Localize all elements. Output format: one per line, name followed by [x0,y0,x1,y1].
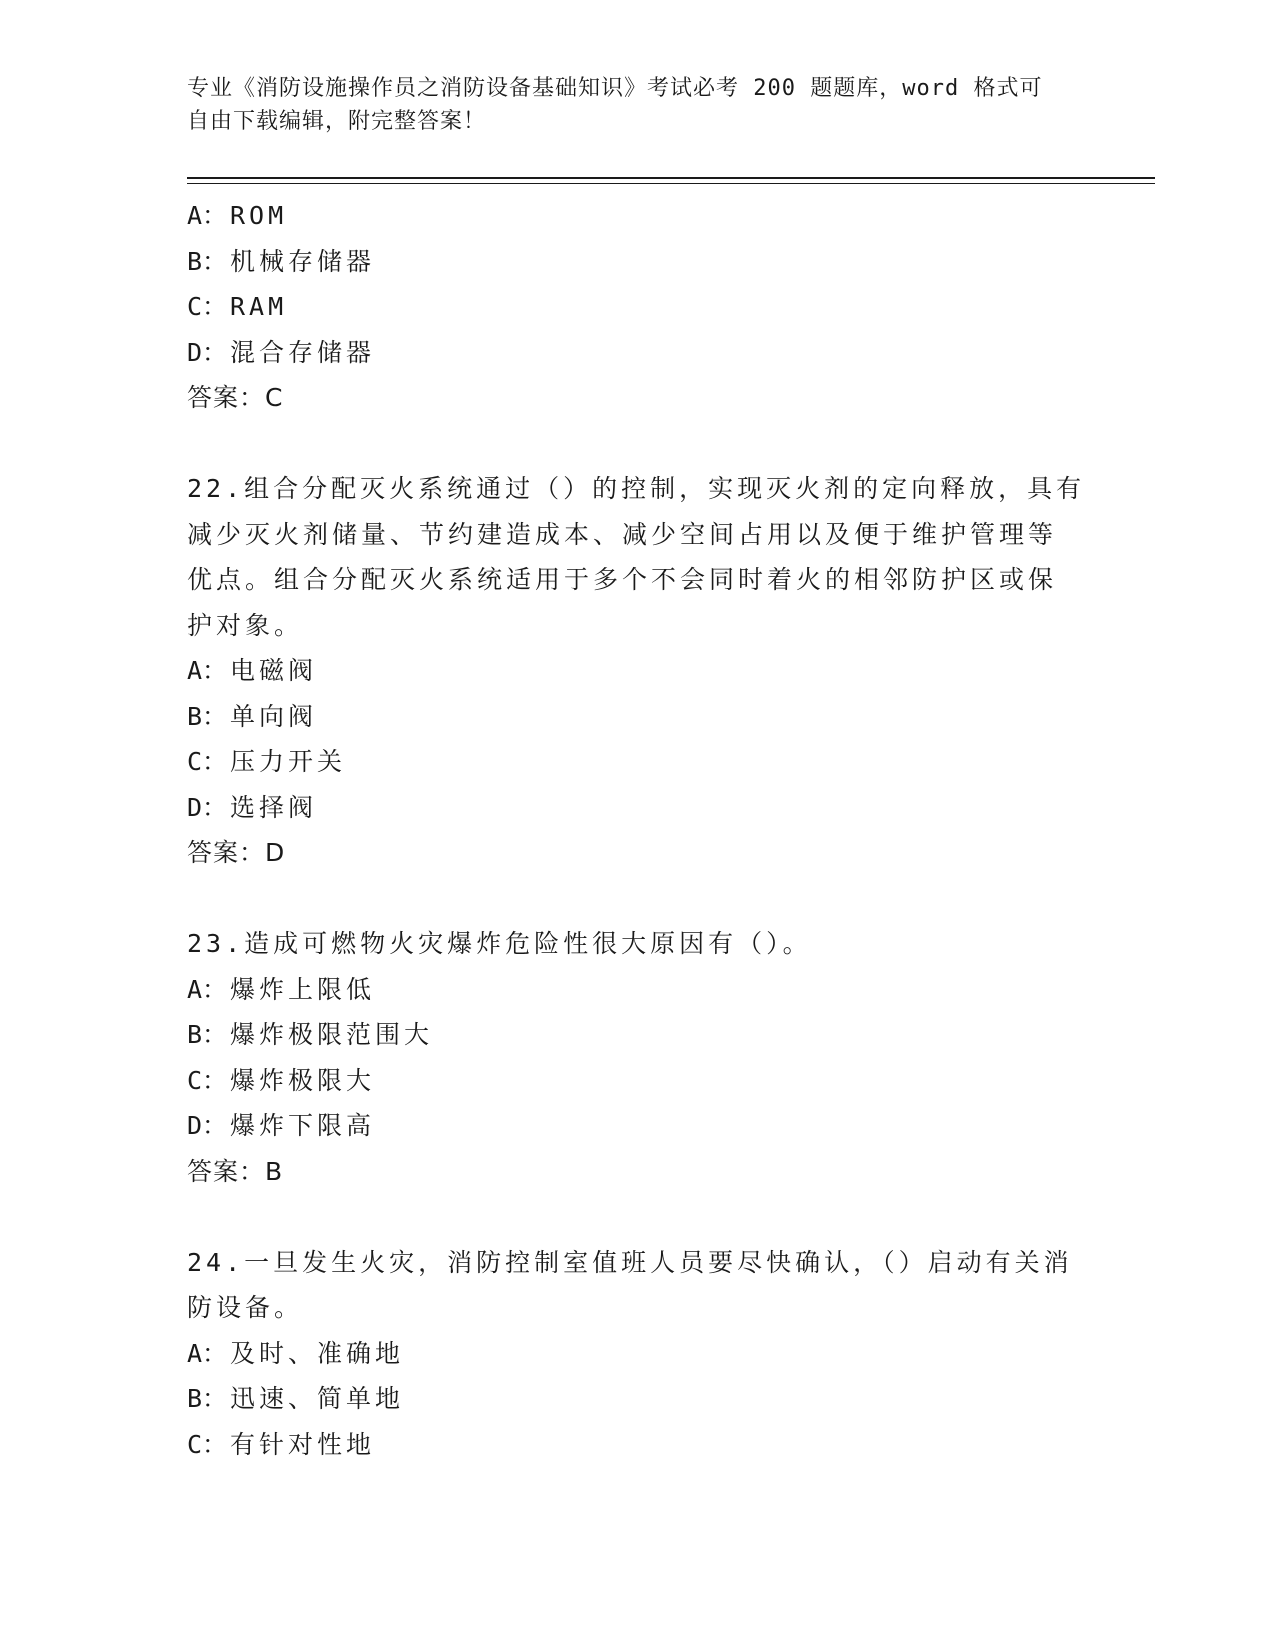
option-text: 及时、准确地 [230,1338,405,1368]
question-stem-line: 防设备。 [187,1293,304,1322]
document-header [187,72,1067,138]
option-a [187,967,1087,1013]
header-rule-thin [187,183,1155,184]
question-stem-line: 24.一旦发生火灾，消防控制室值班人员要尽快确认，（）启动有关消 [187,1247,1073,1277]
option-c [187,739,1087,785]
option-c [187,1058,1087,1104]
option-letter: D： [187,792,228,822]
option-letter: B： [187,701,228,731]
question-21 [187,193,1087,421]
spacer [187,876,1087,922]
option-d [187,330,1087,376]
option-letter: A： [187,656,228,685]
option-b [187,1376,1087,1422]
question-24 [187,1240,1087,1468]
spacer [187,421,1087,467]
option-b [187,694,1087,740]
option-text: 有针对性地 [230,1429,376,1459]
option-letter: A： [187,201,228,230]
header-rule-thick [187,177,1155,179]
option-b [187,1012,1087,1058]
question-stem-line: 23.造成可燃物火灾爆炸危险性很大原因有（）。 [187,929,812,958]
option-a [187,1331,1087,1377]
option-text: 电磁阀 [230,656,318,685]
question-stem-line: 护对象。 [187,610,304,640]
option-text: 迅速、简单地 [230,1384,405,1413]
option-letter: C： [187,747,228,776]
option-text: 压力开关 [230,747,347,776]
question-22 [187,466,1087,876]
question-list [187,193,1087,1467]
option-text: 爆炸上限低 [230,974,376,1004]
option-letter: D： [187,1111,228,1140]
header-line-1: 专业《消防设施操作员之消防设备基础知识》考试必考 200 题题库，word 格式可 [187,76,1043,101]
option-text: RAM [230,292,288,321]
option-c [187,1422,1087,1468]
option-text: 选择阀 [230,792,318,822]
option-text: 机械存储器 [230,246,376,276]
question-stem-line: 22.组合分配灭火系统通过（）的控制，实现灭火剂的定向释放，具有 [187,474,1086,503]
option-b [187,239,1087,285]
option-letter: C： [187,292,228,321]
question-stem-line: 减少灭火剂储量、节约建造成本、减少空间占用以及便于维护管理等 [187,519,1058,549]
option-a [187,648,1087,694]
answer-line: 答案：D [187,838,286,867]
option-text: 爆炸下限高 [230,1111,376,1140]
option-text: 爆炸极限范围大 [230,1020,434,1049]
option-d [187,1103,1087,1149]
question-23 [187,921,1087,1194]
answer-line: 答案：C [187,383,284,412]
spacer [187,1194,1087,1240]
option-text: 混合存储器 [230,337,376,367]
option-letter: C： [187,1065,228,1095]
option-text: ROM [230,201,288,230]
option-letter: B： [187,1020,228,1049]
question-stem-line: 优点。组合分配灭火系统适用于多个不会同时着火的相邻防护区或保 [187,565,1058,594]
option-letter: C： [187,1429,228,1459]
header-line-2: 自由下载编辑，附完整答案！ [187,109,487,134]
option-letter: A： [187,974,228,1004]
option-letter: D： [187,337,228,367]
option-c [187,284,1087,330]
option-letter: B： [187,1384,228,1413]
option-d [187,785,1087,831]
option-text: 爆炸极限大 [230,1065,376,1095]
option-letter: B： [187,246,228,276]
answer-line: 答案：B [187,1156,284,1186]
option-letter: A： [187,1338,228,1368]
option-a [187,193,1087,239]
option-text: 单向阀 [230,701,318,731]
